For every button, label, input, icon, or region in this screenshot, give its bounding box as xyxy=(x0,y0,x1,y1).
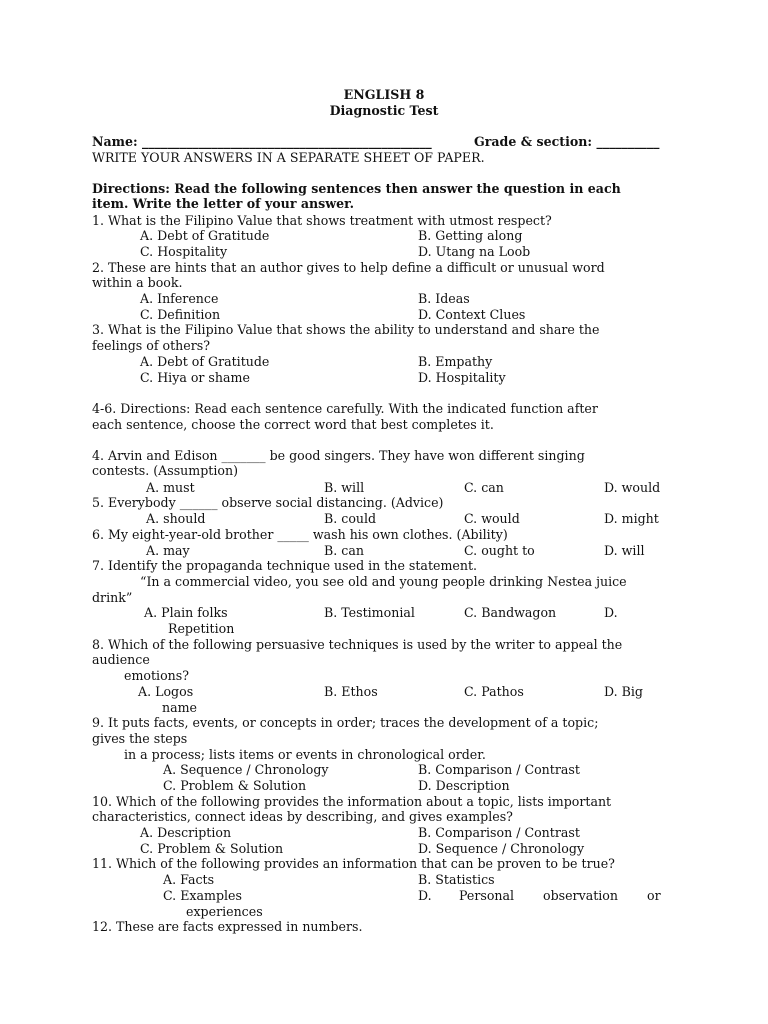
choice-c-continuation: experiences xyxy=(186,904,263,919)
question-stem: 12. These are facts expressed in numbers. xyxy=(92,919,363,934)
choice-c: C. Definition xyxy=(140,307,221,322)
question-stem: 7. Identify the propaganda technique used in the statement. xyxy=(92,558,478,573)
choice-d: D. will xyxy=(604,543,645,558)
choice-d: D. Hospitality xyxy=(418,370,506,385)
choice-c: C. Examples xyxy=(163,888,242,903)
question-stem: 8. Which of the following persuasive techniques is used by the writer to appeal the xyxy=(92,637,623,652)
question-stem: within a book. xyxy=(92,275,183,290)
question-stem: 3. What is the Filipino Value that shows the ability to understand and share the xyxy=(92,322,600,337)
choice-c: C. Bandwagon xyxy=(464,605,557,620)
question-stem: 2. These are hints that an author gives to help define a difficult or unusual word xyxy=(92,260,605,275)
choice-a: A. Sequence / Chronology xyxy=(163,762,329,777)
choice-d: D. Utang na Loob xyxy=(418,244,531,259)
choice-a: A. Description xyxy=(140,825,232,840)
question-stem: 10. Which of the following provides the information about a topic, lists important xyxy=(92,794,612,809)
question-stem: feelings of others? xyxy=(92,338,210,353)
question-stem: 5. Everybody ______ observe social distancing. (Advice) xyxy=(92,495,444,510)
choice-d-word: D. xyxy=(418,888,432,903)
question-stem: audience xyxy=(92,652,150,667)
choice-a: A. may xyxy=(146,543,190,558)
grade-section-field: Grade & section: __________ xyxy=(474,134,660,149)
choice-b: B. Getting along xyxy=(418,228,523,243)
choice-c: C. ought to xyxy=(464,543,535,558)
choice-d: D. xyxy=(604,605,618,620)
choice-a: A. should xyxy=(146,511,206,526)
choice-b: B. Statistics xyxy=(418,872,495,887)
choice-a: A. Debt of Gratitude xyxy=(140,228,270,243)
question-stem: characteristics, connect ideas by describing, and gives examples? xyxy=(92,809,513,824)
directions-line: Directions: Read the following sentences then answer the question in each xyxy=(92,181,621,196)
answer-instruction: WRITE YOUR ANSWERS IN A SEPARATE SHEET OF PAPER. xyxy=(92,150,485,165)
directions-line: each sentence, choose the correct word that best completes it. xyxy=(92,417,494,432)
quoted-statement: “In a commercial video, you see old and young people drinking Nestea juice xyxy=(140,574,627,589)
question-stem: 6. My eight-year-old brother _____ wash his own clothes. (Ability) xyxy=(92,527,508,542)
question-stem: 9. It puts facts, events, or concepts in order; traces the development of a topic; xyxy=(92,715,599,730)
choice-b: B. Ethos xyxy=(324,684,378,699)
choice-b: B. Ideas xyxy=(418,291,470,306)
name-field: Name: ______________________________________________ xyxy=(92,134,432,149)
choice-d: D. might xyxy=(604,511,659,526)
choice-a: A. Inference xyxy=(140,291,219,306)
question-stem: contests. (Assumption) xyxy=(92,463,238,478)
choice-b: B. Empathy xyxy=(418,354,493,369)
choice-c: C. can xyxy=(464,480,504,495)
question-stem: 4. Arvin and Edison _______ be good singers. They have won different singing xyxy=(92,448,585,463)
choice-b: B. Comparison / Contrast xyxy=(418,825,580,840)
quoted-statement: drink” xyxy=(92,590,133,605)
directions-line: item. Write the letter of your answer. xyxy=(92,196,354,211)
choice-b: B. could xyxy=(324,511,377,526)
choice-b: B. Comparison / Contrast xyxy=(418,762,580,777)
choice-c: C. Pathos xyxy=(464,684,524,699)
choice-a: A. Plain folks xyxy=(144,605,228,620)
choice-d-word: or xyxy=(647,888,661,903)
choice-a-continuation: Repetition xyxy=(168,621,235,636)
question-stem: 11. Which of the following provides an information that can be proven to be true? xyxy=(92,856,615,871)
choice-d: D. would xyxy=(604,480,661,495)
choice-c: C. Hiya or shame xyxy=(140,370,250,385)
choice-d-word: observation xyxy=(543,888,618,903)
page-subtitle: Diagnostic Test xyxy=(329,103,439,118)
choice-b: B. will xyxy=(324,480,365,495)
choice-a: A. Debt of Gratitude xyxy=(140,354,270,369)
question-stem: gives the steps xyxy=(92,731,188,746)
choice-c: C. would xyxy=(464,511,520,526)
choice-a: A. Facts xyxy=(163,872,215,887)
question-stem: 1. What is the Filipino Value that shows treatment with utmost respect? xyxy=(92,213,552,228)
choice-d: D. Context Clues xyxy=(418,307,526,322)
page-title: ENGLISH 8 xyxy=(343,87,425,102)
choice-a: A. Logos xyxy=(138,684,194,699)
choice-d: D. Description xyxy=(418,778,510,793)
choice-b: B. can xyxy=(324,543,364,558)
choice-c: C. Problem & Solution xyxy=(140,841,284,856)
question-stem: in a process; lists items or events in chronological order. xyxy=(124,747,486,762)
choice-b: B. Testimonial xyxy=(324,605,415,620)
choice-d-word: Personal xyxy=(459,888,515,903)
choice-d: D. Big xyxy=(604,684,643,699)
choice-c: C. Problem & Solution xyxy=(163,778,307,793)
choice-a: A. must xyxy=(146,480,195,495)
directions-line: 4-6. Directions: Read each sentence carefully. With the indicated function after xyxy=(92,401,598,416)
choice-a-continuation: name xyxy=(162,700,198,715)
choice-d: D. Sequence / Chronology xyxy=(418,841,585,856)
question-stem: emotions? xyxy=(124,668,189,683)
choice-c: C. Hospitality xyxy=(140,244,228,259)
